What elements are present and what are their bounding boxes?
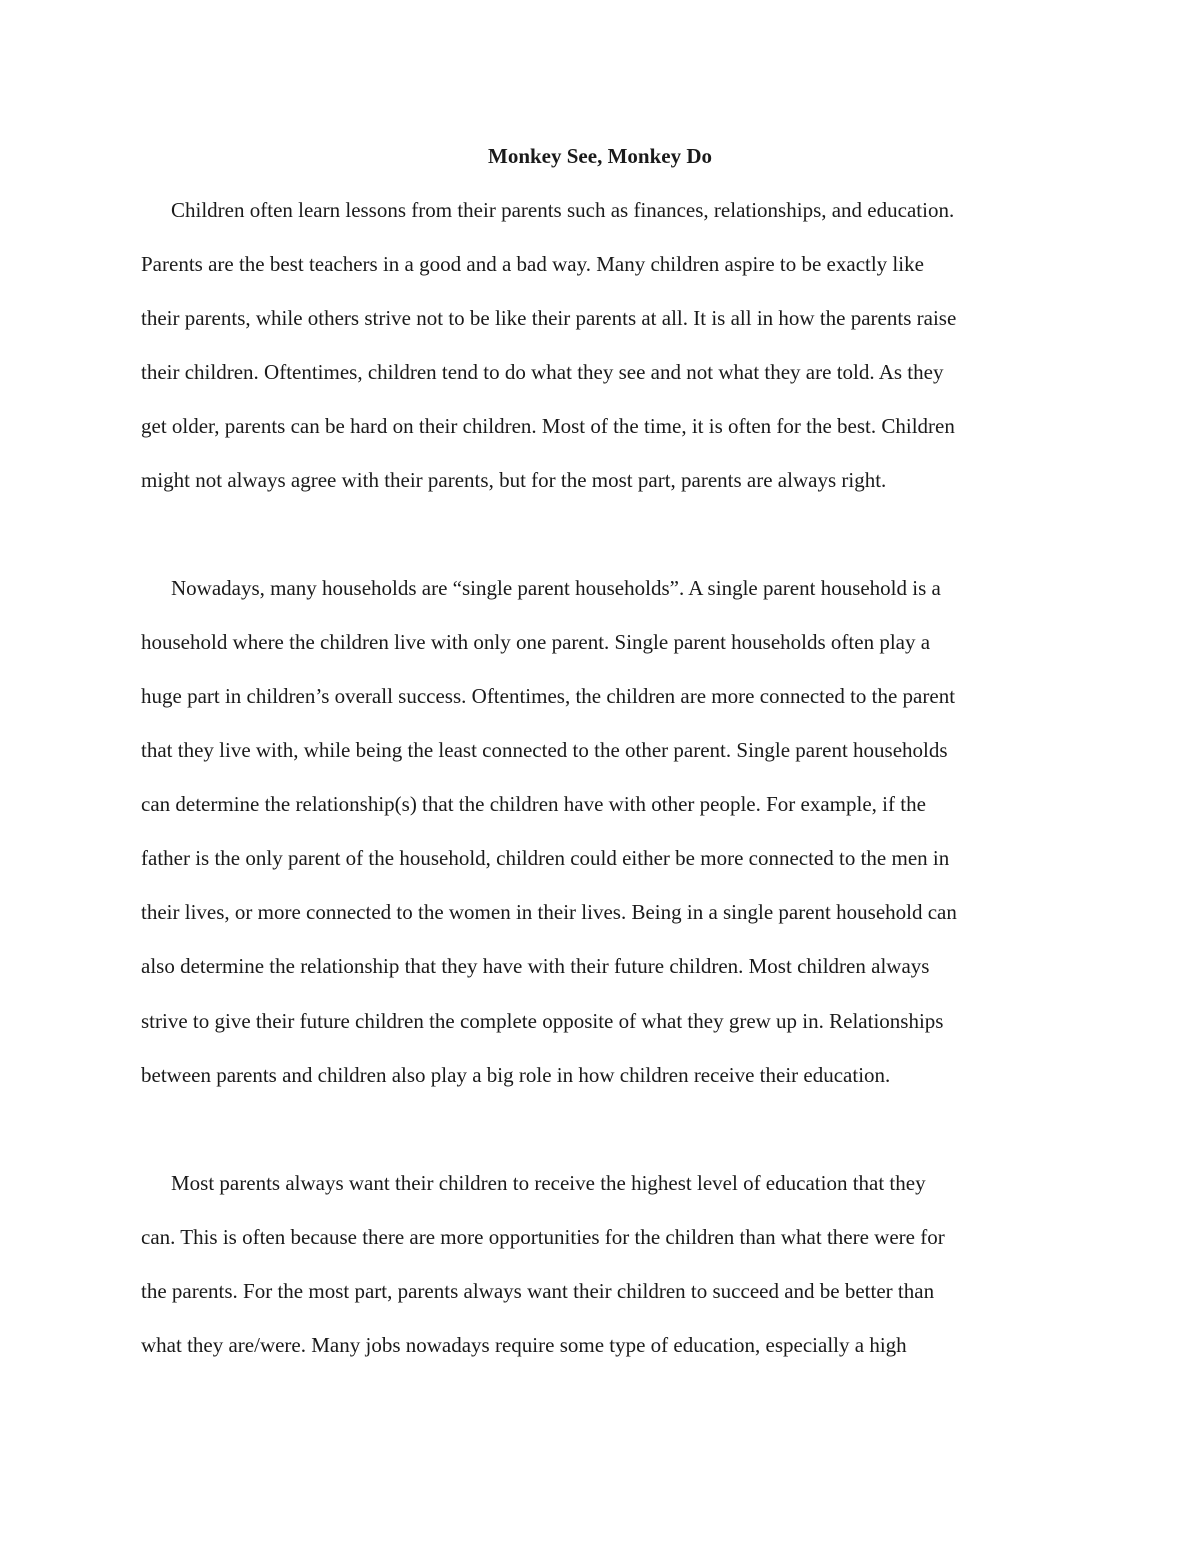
paragraph-3-line-3: the parents. For the most part, parents always want their children to succeed and be better than [141,1279,935,1303]
paragraph-3-line-4: what they are/were. Many jobs nowadays require some type of education, especially a high [141,1333,907,1357]
paragraph-1-line-5: get older, parents can be hard on their children. Most of the time, it is often for the best. Children [141,414,955,438]
paragraph-2-line-8: also determine the relationship that they have with their future children. Most children always [141,954,930,978]
paragraph-2-line-5: can determine the relationship(s) that the children have with other people. For example, if the [141,792,926,816]
paragraph-2-line-10: between parents and children also play a big role in how children receive their education. [141,1063,891,1087]
paragraph-2-line-9: strive to give their future children the complete opposite of what they grew up in. Relationships [141,1009,944,1033]
paragraph-2-line-7: their lives, or more connected to the women in their lives. Being in a single parent household can [141,900,957,924]
paragraph-2-line-1: Nowadays, many households are “single parent households”. A single parent household is a [171,576,941,600]
paragraph-3-line-2: can. This is often because there are more opportunities for the children than what there were for [141,1225,945,1249]
document-title: Monkey See, Monkey Do [488,144,712,168]
paragraph-1-line-2: Parents are the best teachers in a good and a bad way. Many children aspire to be exactly like [141,252,924,276]
paragraph-2-line-6: father is the only parent of the household, children could either be more connected to the men in [141,846,950,870]
paragraph-1-line-3: their parents, while others strive not to be like their parents at all. It is all in how the parents raise [141,306,957,330]
paragraph-1-line-4: their children. Oftentimes, children tend to do what they see and not what they are told. As they [141,360,944,384]
paragraph-1-line-1: Children often learn lessons from their parents such as finances, relationships, and education. [171,198,955,222]
paragraph-1-line-6: might not always agree with their parents, but for the most part, parents are always right. [141,468,887,492]
paragraph-2-line-4: that they live with, while being the least connected to the other parent. Single parent households [141,738,948,762]
paragraph-3-line-1: Most parents always want their children to receive the highest level of education that they [171,1171,926,1195]
paragraph-2-line-2: household where the children live with only one parent. Single parent households often play a [141,630,931,654]
paragraph-2-line-3: huge part in children’s overall success. Oftentimes, the children are more connected to the parent [141,684,956,708]
